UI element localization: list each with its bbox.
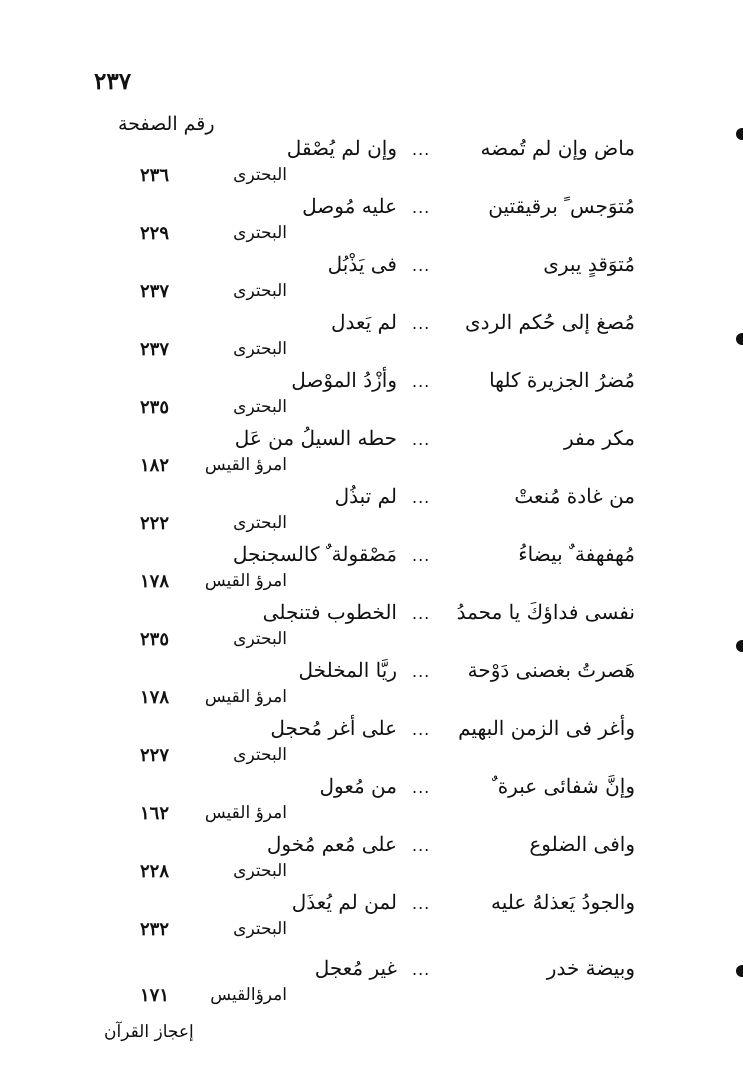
verse-second-half: مَصْقولة ٌ كالسجنجل: [232, 542, 397, 566]
verse-first-half: وبيضة خدر: [546, 956, 635, 980]
page-number: ٢٣٧: [94, 68, 132, 95]
reference-page-number: ٢٣٦: [140, 165, 170, 186]
binding-hole-mark: [736, 128, 743, 140]
poet-name: البحترى: [233, 745, 287, 765]
verse-first-half: هَصرتُ بغصنى دَوْحة: [467, 658, 635, 682]
reference-page-number: ٢٣٥: [140, 397, 170, 418]
reference-page-number: ٢٣٧: [140, 339, 170, 360]
footer-book-title: إعجاز القرآن: [104, 1022, 194, 1042]
poet-name: البحترى: [233, 281, 287, 301]
poet-name: البحترى: [233, 513, 287, 533]
verse-entry: [0, 956, 743, 1014]
verse-separator: ...: [412, 430, 431, 449]
verse-second-half: على مُعم مُخول: [266, 832, 397, 856]
verse-second-half: لم تبذُل: [334, 484, 397, 508]
verse-separator: ...: [412, 198, 431, 217]
verse-separator: ...: [412, 778, 431, 797]
poet-name: امرؤ القيس: [204, 571, 287, 591]
poet-name: البحترى: [233, 165, 287, 185]
verse-separator: ...: [412, 314, 431, 333]
verse-first-half: مكر مفر: [563, 426, 635, 450]
verse-second-half: حطه السيلُ من عَل: [234, 426, 397, 450]
poet-name: البحترى: [233, 629, 287, 649]
verse-first-half: نفسى فداؤكَ يا محمدُ: [456, 600, 635, 624]
verse-entry: [0, 542, 743, 600]
verse-second-half: غير مُعجل: [314, 956, 397, 980]
reference-page-number: ٢٢٨: [140, 861, 170, 882]
poet-name: البحترى: [233, 339, 287, 359]
verse-entry: [0, 252, 743, 310]
verse-first-half: وافى الضلوع: [529, 832, 635, 856]
reference-page-number: ٢٢٢: [140, 513, 170, 534]
poet-name: البحترى: [233, 919, 287, 939]
verse-separator: ...: [412, 894, 431, 913]
verse-separator: ...: [412, 836, 431, 855]
poet-name: امرؤ القيس: [204, 455, 287, 475]
reference-page-number: ١٧١: [140, 985, 170, 1006]
verse-separator: ...: [412, 488, 431, 507]
reference-page-number: ٢٣٢: [140, 919, 170, 940]
verse-second-half: على أغر مُحجل: [270, 716, 397, 740]
verse-entry: [0, 774, 743, 832]
reference-page-number: ٢٢٩: [140, 223, 170, 244]
verse-first-half: من غادة مُنعتْ: [514, 484, 635, 508]
verse-first-half: مُضرُ الجزيرة كلها: [489, 368, 635, 392]
verse-entry: [0, 716, 743, 774]
verse-second-half: فى يَذْبُل: [327, 252, 397, 276]
verse-separator: ...: [412, 546, 431, 565]
reference-page-number: ٢٣٥: [140, 629, 170, 650]
verse-first-half: مُصغ إلى حُكم الردى: [464, 310, 635, 334]
verse-first-half: وأغر فى الزمن البهيم: [458, 716, 635, 740]
verse-second-half: ريَّا المخلخل: [298, 658, 397, 682]
verse-entry: [0, 484, 743, 542]
reference-page-number: ٢٣٧: [140, 281, 170, 302]
column-heading: رقم الصفحة: [118, 113, 215, 135]
verse-separator: ...: [412, 720, 431, 739]
binding-hole-mark: [736, 640, 743, 652]
verse-first-half: وإنَّ شفائى عبرة ٌ: [491, 774, 635, 798]
verse-entry: [0, 890, 743, 948]
verse-second-half: لمن لم يُعذَل: [291, 890, 397, 914]
verse-entry: [0, 136, 743, 194]
binding-hole-mark: [736, 333, 743, 345]
verse-second-half: الخطوب فتنجلى: [262, 600, 397, 624]
verse-entry: [0, 368, 743, 426]
poet-name: امرؤ القيس: [204, 803, 287, 823]
verse-separator: ...: [412, 372, 431, 391]
verse-separator: ...: [412, 256, 431, 275]
verse-first-half: مُهفهفة ٌ بيضاءُ: [518, 542, 635, 566]
verse-separator: ...: [412, 140, 431, 159]
verse-separator: ...: [412, 960, 431, 979]
poet-name: البحترى: [233, 861, 287, 881]
verse-first-half: ماض وإن لم تُمضه: [480, 136, 635, 160]
poet-name: امرؤ القيس: [204, 687, 287, 707]
binding-hole-mark: [736, 965, 743, 977]
verse-first-half: مُتوَجس ً برقيقتين: [488, 194, 635, 218]
verse-second-half: من مُعول: [319, 774, 397, 798]
reference-page-number: ٢٢٧: [140, 745, 170, 766]
verse-separator: ...: [412, 662, 431, 681]
verse-separator: ...: [412, 604, 431, 623]
verse-first-half: مُتوَقدٍ يبرى: [543, 252, 635, 276]
poet-name: امرؤالقيس: [210, 985, 287, 1005]
verse-entry: [0, 426, 743, 484]
verse-second-half: وأزْدُ الموْصل: [291, 368, 397, 392]
verse-entry: [0, 310, 743, 368]
reference-page-number: ١٨٢: [140, 455, 170, 476]
verse-second-half: لم يَعدل: [330, 310, 397, 334]
verse-entry: [0, 832, 743, 890]
verse-second-half: عليه مُوصل: [302, 194, 397, 218]
reference-page-number: ١٧٨: [140, 571, 170, 592]
reference-page-number: ١٧٨: [140, 687, 170, 708]
verse-entry: [0, 600, 743, 658]
verse-entry: [0, 194, 743, 252]
poet-name: البحترى: [233, 397, 287, 417]
poet-name: البحترى: [233, 223, 287, 243]
verse-second-half: وإن لم يُصْقل: [286, 136, 397, 160]
reference-page-number: ١٦٢: [140, 803, 170, 824]
verse-entry: [0, 658, 743, 716]
verse-first-half: والجودُ يَعذلهُ عليه: [490, 890, 635, 914]
